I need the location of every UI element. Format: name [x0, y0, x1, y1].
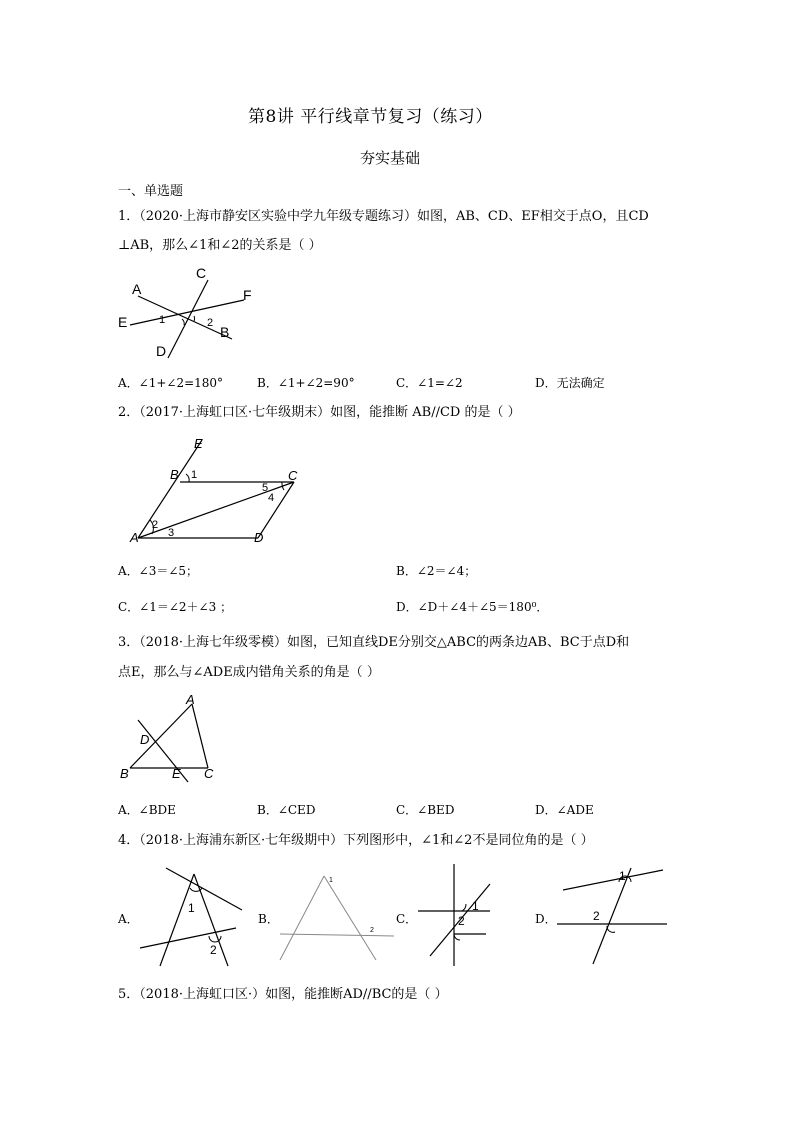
q1-option-d[interactable]: D．无法确定 [535, 376, 605, 390]
label-D: D [254, 530, 264, 545]
q3-option-d[interactable]: D．∠ADE [535, 803, 594, 817]
angle-1: 1 [188, 901, 195, 915]
q2-option-a[interactable]: A．∠3＝∠5； [118, 564, 199, 578]
angle-1: 1 [619, 869, 626, 883]
q2-figure [128, 434, 308, 546]
label-C: C [204, 766, 214, 781]
q1-stem-line2: ⊥AB，那么∠1和∠2的关系是（ ） [118, 238, 322, 253]
angle-4: 4 [268, 492, 275, 504]
section-heading: 一、单选题 [118, 184, 184, 199]
q1-option-a[interactable]: A．∠1+∠2=180° [118, 376, 224, 390]
q4-option-b[interactable]: B． [258, 912, 279, 926]
q2-option-b[interactable]: B．∠2＝∠4； [396, 564, 477, 578]
label-A: A [130, 530, 139, 545]
angle-1: 1 [329, 877, 333, 884]
q4-figure-a [136, 864, 248, 968]
q4-figure-d [553, 866, 673, 966]
q1-option-b[interactable]: B．∠1+∠2=90° [257, 376, 355, 390]
angle-2: 2 [210, 943, 217, 957]
label-A: A [186, 692, 195, 707]
q3-option-a[interactable]: A．∠BDE [118, 803, 176, 817]
line-cd [168, 280, 208, 358]
line-ab [138, 296, 232, 339]
q3-stem-line2: 点E，那么与∠ADE成内错角关系的角是（ ） [118, 665, 380, 680]
label-E: E [194, 436, 203, 451]
q3-stem-line1: 3．（2018·上海七年级零模）如图，已知直线DE分别交△ABC的两条边AB、BC于点D和 [118, 635, 630, 650]
q2-option-c[interactable]: C．∠1＝∠2＋∠3 ； [118, 600, 233, 614]
label-B: B [170, 467, 179, 482]
diagonal-ac [138, 482, 294, 538]
q3-option-b[interactable]: B．∠CED [257, 803, 316, 817]
angle-5: 5 [262, 482, 269, 494]
label-D: D [156, 343, 167, 359]
q1-stem-line1: 1．（2020·上海市静安区实验中学九年级专题练习）如图，AB、CD、EF相交于点O，且CD [118, 209, 649, 224]
q5-stem: 5．（2018·上海虹口区·）如图，能推断AD//BC的是（ ） [118, 987, 448, 1002]
angle-2: 2 [370, 927, 374, 934]
label-A: A [132, 281, 142, 297]
label-F: F [243, 287, 252, 303]
angle-1: 1 [191, 469, 198, 481]
angle-1: 1 [159, 314, 166, 326]
label-B: B [220, 324, 230, 340]
q4-figure-c [414, 862, 514, 968]
angle-2: 2 [207, 317, 214, 329]
angle-2: 2 [152, 519, 159, 531]
q3-figure [116, 692, 226, 782]
section-subtitle: 夯实基础 [360, 149, 421, 167]
angle-1: 1 [472, 899, 479, 913]
label-E: E [118, 314, 128, 330]
q4-option-d[interactable]: D． [535, 912, 557, 926]
label-B: B [120, 766, 129, 781]
q4-figure-b [276, 870, 396, 966]
q1-option-c[interactable]: C．∠1=∠2 [396, 376, 463, 390]
label-E: E [172, 766, 181, 781]
label-D: D [140, 732, 150, 747]
angle-2: 2 [593, 909, 600, 923]
q4-option-c[interactable]: C． [396, 912, 418, 926]
side-ac [192, 704, 208, 768]
angle-3: 3 [168, 527, 175, 539]
angle-2: 2 [458, 914, 465, 928]
q2-stem: 2．（2017·上海虹口区·七年级期末）如图，能推断 AB//CD 的是（ ） [118, 405, 521, 420]
page-title: 第8讲 平行线章节复习（练习） [248, 107, 493, 127]
label-C: C [196, 265, 207, 281]
q4-option-a[interactable]: A． [118, 912, 139, 926]
q4-stem: 4．（2018·上海浦东新区·七年级期中）下列图形中，∠1和∠2不是同位角的是（ ） [118, 833, 594, 848]
q2-option-d[interactable]: D．∠D＋∠4＋∠5＝180⁰． [396, 600, 549, 614]
line-ae [138, 440, 202, 538]
q1-figure [112, 264, 272, 364]
label-C: C [288, 468, 298, 483]
q3-option-c[interactable]: C．∠BED [396, 803, 455, 817]
